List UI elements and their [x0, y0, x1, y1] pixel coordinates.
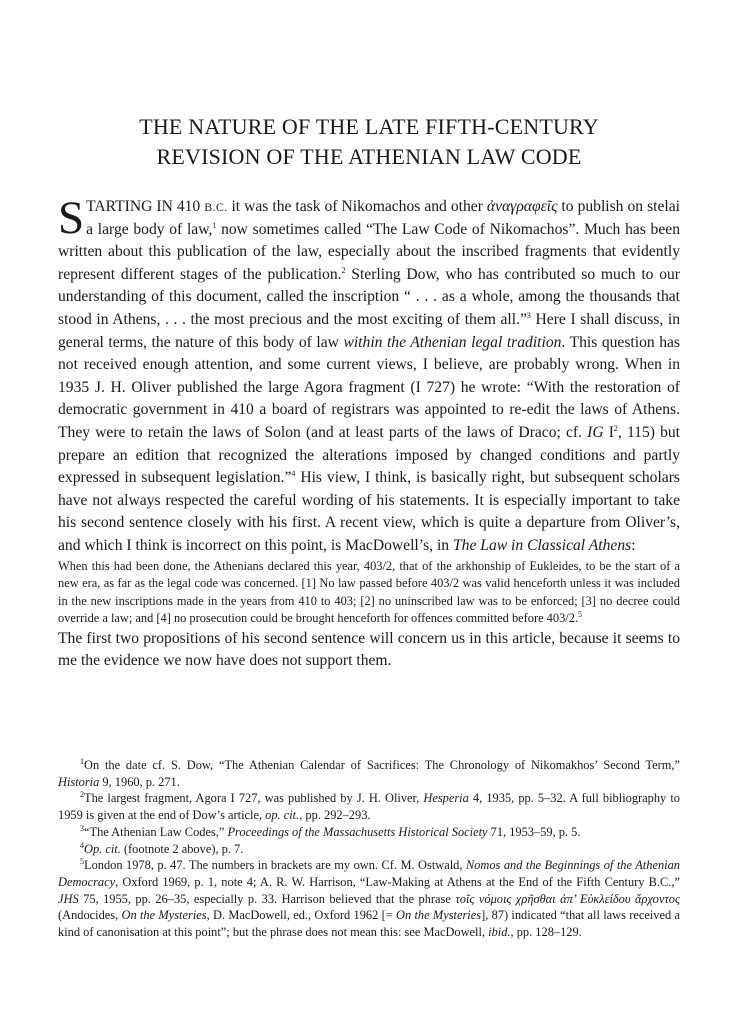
- journal-title: Proceedings of the Massachusetts Historical Society: [227, 824, 488, 839]
- text-run: “The Athenian Law Codes,”: [84, 824, 228, 839]
- text-run: The largest fragment, Agora I 727, was published by J. H. Oliver,: [84, 791, 424, 806]
- greek-term: ἀναγραφεῖς: [486, 198, 558, 215]
- footnote-ref-3: 3: [526, 310, 531, 320]
- quote-text: When this had been done, the Athenians declared this year, 403/2, that of the arkhonship of Eukleides, to be the start of a new era, as far as the legal code was concerned. [1] No law passed before 403/2 was valid henceforth unless it was included in the new inscriptions made in the years from 410 to 403; [2] no uninscribed law was to be enforced; [3] no decree could override a law; and [4] no prosecution could be brought henceforth for offences committed before 403/2.: [58, 558, 680, 626]
- book-title: The Law in Classical Athens: [452, 536, 632, 554]
- era-abbrev: B.C.: [204, 200, 228, 214]
- footnote-3: [58, 824, 680, 841]
- journal-title: JHS: [58, 891, 79, 906]
- block-quote: [58, 558, 680, 628]
- article-body: [58, 192, 681, 673]
- text-run: , 115) but prepare an edition that recognized the alterations imposed by changed conditions and partly expressed in subsequent legislation.”: [58, 423, 680, 487]
- footnote-number: 1: [80, 756, 84, 766]
- italic-phrase: Op. cit.: [84, 841, 121, 856]
- footnote-number: 5: [80, 857, 84, 867]
- footnote-number: 3: [80, 823, 84, 833]
- footnote-number: 2: [80, 790, 84, 800]
- article-title: [58, 112, 680, 172]
- citation-ig: IG: [587, 423, 604, 441]
- text-run: to publish on stelai a large body of law,: [86, 198, 680, 238]
- text-run: 71, 1953–59, p. 5.: [487, 824, 581, 839]
- footnote-4: [58, 841, 680, 858]
- text-run: TARTING IN 410: [86, 198, 205, 215]
- text-run: London 1978, p. 47. The numbers in brackets are my own. Cf. M. Ostwald,: [84, 858, 466, 873]
- text-run: it was the task of Nikomachos and other: [227, 198, 487, 215]
- text-run: Here I shall discuss, in general terms, the nature of this body of law: [58, 310, 681, 351]
- book-title: On the Mysteries: [121, 908, 207, 923]
- text-run: , Oxford 1969, p. 1, note 4; A. R. W. Harrison, “Law-Making at Athens at the End of the Fifth Century B.C.,”: [115, 874, 680, 889]
- title-line-1: THE NATURE OF THE LATE FIFTH-CENTURY: [139, 114, 599, 139]
- footnote-ref-1: 1: [212, 220, 217, 230]
- drop-cap: S: [58, 192, 85, 244]
- text-run: 9, 1960, p. 271.: [99, 774, 180, 789]
- footnote-ref-2: 2: [341, 265, 346, 275]
- book-title: On the Mysteries: [396, 908, 482, 923]
- text-run: I: [603, 423, 614, 441]
- text-run: On the date cf. S. Dow, “The Athenian Calendar of Sacrifices: The Chronology of Nikomakhos’ Second Term,”: [84, 758, 680, 772]
- text-run: , pp. 128–129.: [510, 925, 582, 940]
- text-run: His view, I think, is basically right, but subsequent scholars have not always respected the careful wording of his statements. It is especially important to take his second sentence closely with his first. A recent view, which is quite a departure from Oliver’s, and which I think is incorrect on this point, is MacDowell’s, in: [58, 469, 680, 554]
- greek-phrase: τοῖς νόμοις χρῆσθαι ἀπ’ Εὐκλείδου ἄρχοντος: [455, 891, 680, 906]
- opening-paragraph: [58, 192, 681, 558]
- text-run: ], 87) indicated “that all laws received a kind of canonisation at this point”; but the phrase does not mean this: see MacDowell,: [58, 908, 680, 940]
- title-line-2: REVISION OF THE ATHENIAN LAW CODE: [156, 144, 582, 169]
- text-run: :: [631, 536, 636, 554]
- footnote-ref-4: 4: [291, 468, 296, 478]
- edition-superscript: 2: [613, 423, 618, 433]
- footnote-2: [58, 790, 680, 823]
- journal-title: Hesperia: [423, 791, 469, 806]
- journal-title: Historia: [58, 774, 100, 789]
- footnote-number: 4: [80, 840, 84, 850]
- footnotes: [58, 757, 680, 941]
- italic-phrase: op. cit.: [265, 808, 300, 823]
- text-run: (footnote 2 above), p. 7.: [120, 841, 244, 856]
- text-run: Sterling Dow, who has contributed so much to our understanding of this document, called the inscription “ . . . as a whole, among the thousands that stood in Athens, . . . the most precious and the most exciting of them all.”: [58, 265, 680, 328]
- text-run: . This question has not received enough attention, and some current views, I believe, are probably wrong. When in 1935 J. H. Oliver published the large Agora fragment (I 727) he wrote: “With the restoration of democratic government in 410 a board of registrars was appointed to re-edit the laws of Athens. They were to retain the laws of Solon (and at least parts of the laws of Draco; cf.: [58, 333, 680, 441]
- text-run: (Andocides,: [58, 908, 122, 923]
- footnote-1: [58, 757, 680, 790]
- text-run: , D. MacDowell, ed., Oxford 1962 [=: [206, 908, 397, 923]
- footnote-5: [58, 857, 680, 941]
- italic-phrase: ibid.: [488, 925, 511, 940]
- italic-phrase: within the Athenian legal tradition: [343, 333, 562, 351]
- text-run: now sometimes called “The Law Code of Nikomachos”. Much has been written about this publication of the law, especially about the inscribed fragments that evidently represent different stages of the publication.: [58, 220, 680, 283]
- footnote-ref-5: 5: [578, 610, 583, 620]
- text-run: 4, 1935, pp. 5–32. A full bibliography to 1959 is given at the end of Dow’s article,: [58, 791, 680, 823]
- second-paragraph: The first two propositions of his second sentence will concern us in this article, because it seems to me the evidence we now have does not support them.: [58, 629, 680, 670]
- book-title: Nomos and the Beginnings of the Athenian Democracy: [58, 858, 680, 889]
- text-run: , pp. 292–293.: [299, 808, 371, 823]
- text-run: 75, 1955, pp. 26–35, especially p. 33. Harrison believed that the phrase: [78, 891, 456, 906]
